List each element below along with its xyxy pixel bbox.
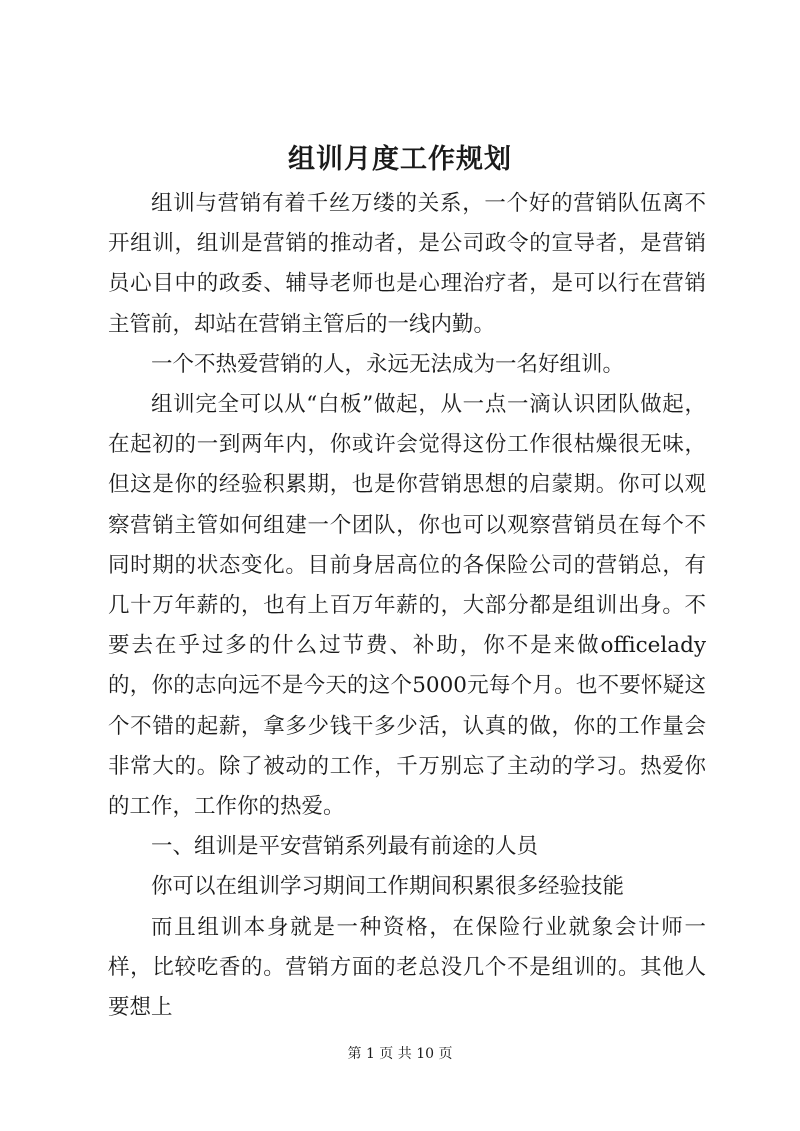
paragraph-6: 而且组训本身就是一种资格，在保险行业就象会计师一样，比较吃香的。营销方面的老总没几个不是组训的。其他人要想上 xyxy=(108,914,706,1021)
document-body xyxy=(108,184,706,1028)
page-number-footer: 第 1 页 共 10 页 xyxy=(347,1046,453,1062)
document-title: 组训月度工作规划 xyxy=(288,144,512,175)
paragraph-4-heading: 一、组训是平安营销系列最有前途的人员 xyxy=(151,834,539,860)
paragraph-1: 组训与营销有着千丝万缕的关系，一个好的营销队伍离不开组训，组训是营销的推动者，是公司政令的宣导者，是营销员心目中的政委、辅导老师也是心理治疗者，是可以行在营销主管前，却站在营销主管后的一线内勤。 xyxy=(108,191,706,337)
paragraph-5: 你可以在组训学习期间工作期间积累很多经验技能 xyxy=(151,874,625,900)
paragraph-2: 一个不热爱营销的人，永远无法成为一名好组训。 xyxy=(151,351,625,377)
paragraph-3: 组训完全可以从“白板”做起，从一点一滴认识团队做起，在起初的一到两年内，你或许会觉得这份工作很枯燥很无味，但这是你的经验积累期，也是你营销思想的启蒙期。你可以观察营销主管如何组建一个团队，你也可以观察营销员在每个不同时期的状态变化。目前身居高位的各保险公司的营销总，有几十万年薪的，也有上百万年薪的，大部分都是组训出身。不要去在乎过多的什么过节费、补助，你不是来做officelady的，你的志向远不是今天的这个5000元每个月。也不要怀疑这个不错的起薪，拿多少钱干多少活，认真的做，你的工作量会非常大的。除了被动的工作，千万别忘了主动的学习。热爱你的工作，工作你的热爱。 xyxy=(108,392,706,820)
